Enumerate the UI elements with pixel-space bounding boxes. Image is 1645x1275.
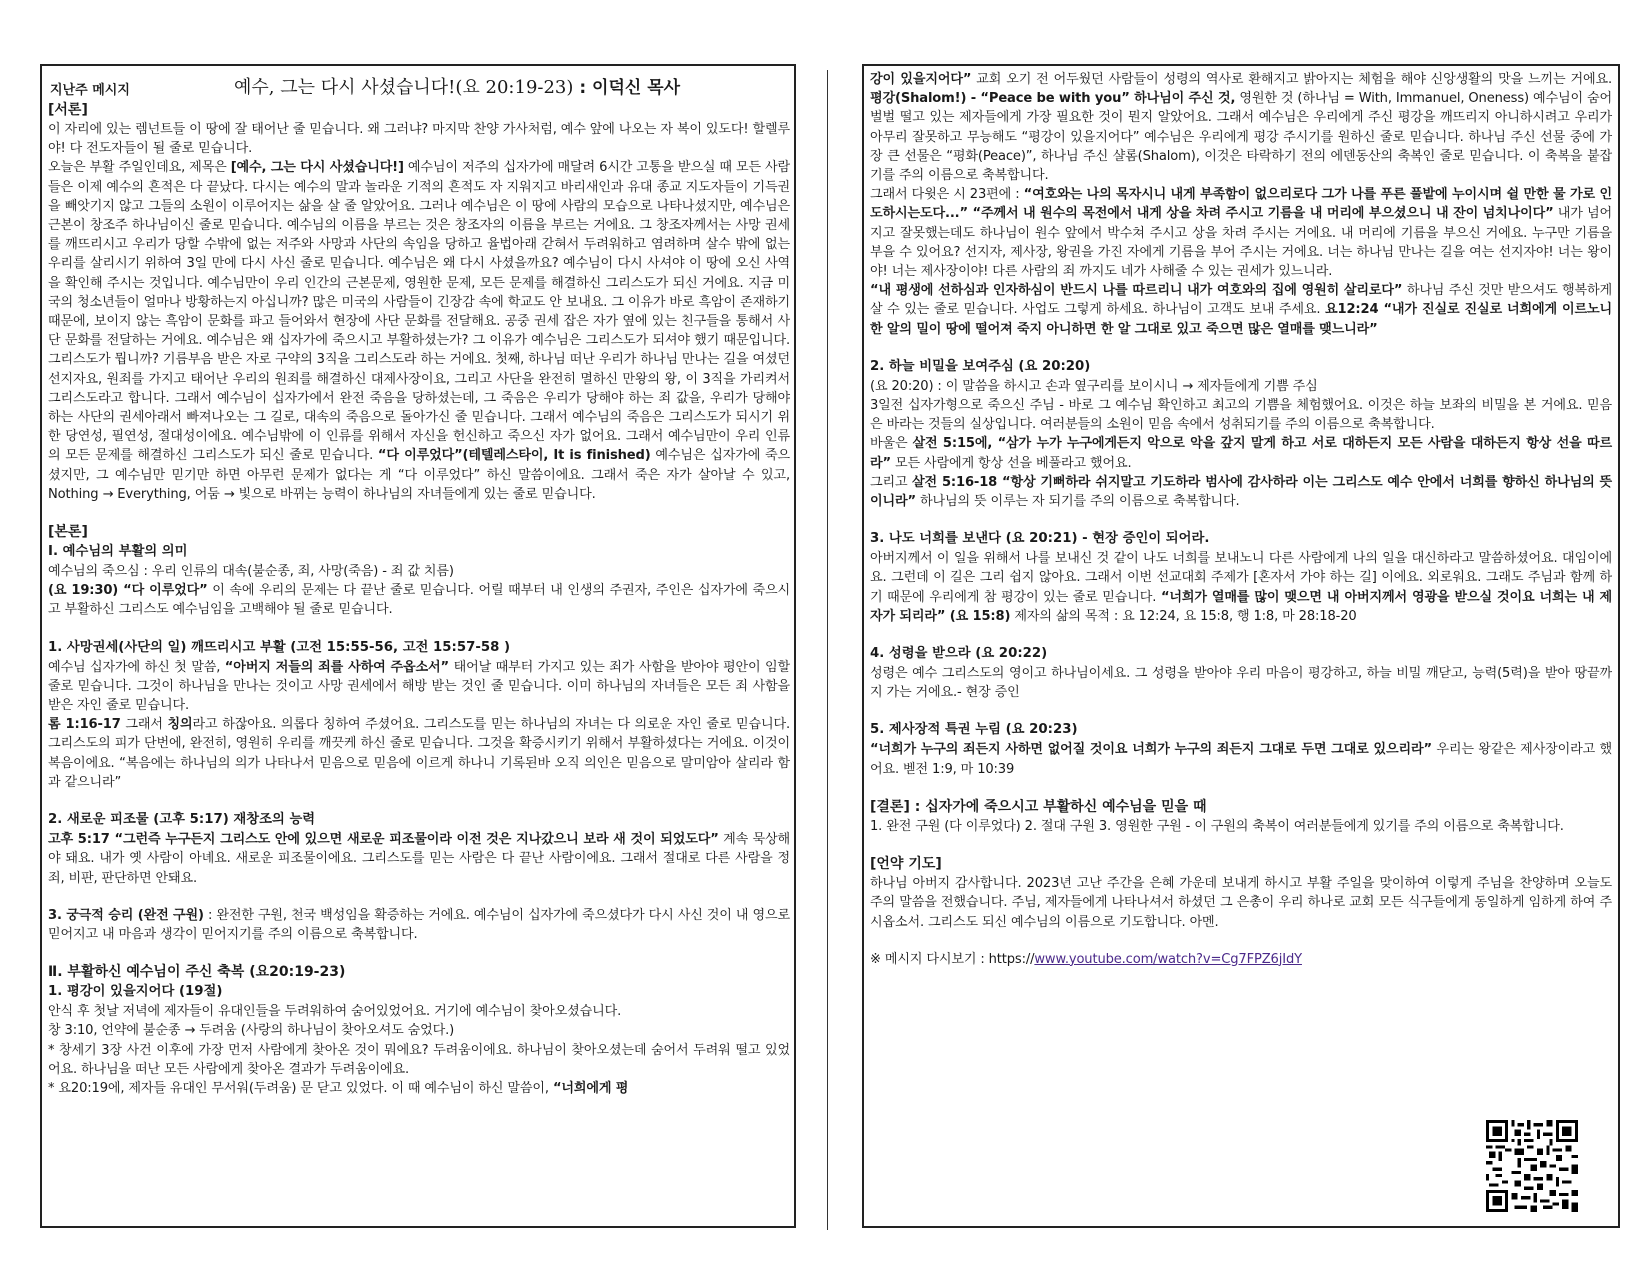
section-3-title: 3. 나도 너희를 보낸다 (요 20:21) - 현장 증인이 되어라. xyxy=(870,531,1210,547)
psalm-23-ending: “내 평생에 선하심과 인자하심이 반드시 나를 따르리니 내가 여호와의 집에 영원히 살리로다” 하나님 주신 것만 받으셔도 행복하게 살 수 있는 줄로 믿습니다. 사업도 그렇게 하세요. 하나님이 고객도 보내 주세요. 요12:24 “내가 진실로 진실로 너희에게 이르노니 한 알의 밀이 땅에 떨어져 죽지 아니하면 한 알 그대로 있고 죽으면 많은 열매를 맺느니라” xyxy=(870,283,1612,337)
prayer-title: [언약 기도] xyxy=(870,856,942,873)
message-header xyxy=(48,72,790,100)
column-divider xyxy=(827,70,828,1230)
part1-section-3-text: 3. 궁극적 승리 (완전 구원) : 완전한 구원, 천국 백성임을 확증하는 거에요. 예수님이 십자가에 죽으셨다가 다시 사신 것이 내 영으로 믿어지고 내 마음과 생각이 믿어지기를 주의 이름으로 축복합니다. xyxy=(48,907,790,942)
intro-heading: [서론] xyxy=(48,102,88,118)
conclusion-title: [결론] : 십자가에 죽으시고 부활하신 예수님을 믿을 때 xyxy=(870,798,1207,815)
replay-line xyxy=(870,950,1612,969)
part1-section-2-text: 고후 5:17 “그런즉 누구든지 그리스도 안에 있으면 새로운 피조물이라 이전 것은 지나갔으니 보라 새 것이 되었도다” 계속 묵상해야 돼요. 내가 옛 사람이 아녜요. 새로운 피조물이에요. 그리스도를 믿는 사람은 다 끝난 사람이에요. 그래서 절대로 다른 사람을 정죄, 비판, 판단하면 안돼요. xyxy=(48,832,790,886)
part1-section-1-romans: 롬 1:16-17 그래서 칭의라고 하잖아요. 의롭다 칭하여 주셨어요. 그리스도를 믿는 하나님의 자녀는 다 의로운 자인 줄로 믿습니다. 그리스도의 피가 단번에, 완전히, 영원히 우리를 깨끗케 하신 줄로 믿습니다. 그것을 확증시키기 위해서 부활하셨다는 거에요. 이것이 복음이에요. “복음에는 하나님의 의가 나타나서 믿음으로 믿음에 이르게 하나니 기록된바 오직 의인은 믿음으로 말미암아 살리라 함과 같으니라” xyxy=(48,717,790,790)
part2-title: Ⅱ. 부활하신 예수님이 주신 축복 (요20:19-23) xyxy=(48,964,346,981)
part1-line-1: 예수님의 죽으심 : 우리 인류의 대속(불순종, 죄, 사망(죽음) - 죄 값 치름) xyxy=(48,564,454,580)
sermon-title: 예수, 그는 다시 사셨습니다!(요 20:19-23) : 이덕신 목사 xyxy=(234,77,681,98)
section-5-text: “너희가 누구의 죄든지 사하면 없어질 것이요 너희가 누구의 죄든지 그대로 두면 그대로 있으리라” 우리는 왕같은 제사장이라고 했어요. 벧전 1:9, 마 10:39 xyxy=(870,742,1613,777)
part1-title: Ⅰ. 예수님의 부활의 의미 xyxy=(48,544,188,560)
part2-line-3: * 창세기 3장 사건 이후에 가장 먼저 사람에게 찾아온 것이 뭐에요? 두려움이에요. 하나님이 찾아오셨는데 숨어서 두려워 떨고 있었어요. 하나님을 떠난 모든 사람에게 찾아온 결과가 두려움이에요. xyxy=(48,1042,790,1077)
section-2-line-3: 바울은 살전 5:15에, “삼가 누가 누구에게든지 악으로 악을 갚지 말게 하고 서로 대하든지 모든 사람을 대하든지 항상 선을 따르라” 모든 사람에게 항상 선을 베풀라고 했어요. xyxy=(870,436,1612,471)
intro-paragraph-1: 이 자리에 있는 렘넌트들 이 땅에 잘 태어난 줄 믿습니다. 왜 그러냐? 마지막 찬양 가사처럼, 예수 앞에 나오는 자 복이 있도다! 할렐루야! 다 전도자들이 될 줄로 믿습니다. xyxy=(48,122,790,157)
part1-line-2: (요 19:30) “다 이루었다” 이 속에 우리의 문제는 다 끝난 줄로 믿습니다. 어릴 때부터 내 인생의 주권자, 주인은 십자가에 죽으시고 부활하신 그리스도 예수님임을 고백해야 될 줄로 믿습니다. xyxy=(48,583,790,618)
left-column xyxy=(40,64,796,1228)
intro-paragraph-2: 오늘은 부활 주일인데요, 제목은 [예수, 그는 다시 사셨습니다!] 예수님이 저주의 십자가에 매달려 6시간 고통을 받으실 때 모든 사람들은 이제 예수의 흔적은 다 끝났다. 다시는 예수의 말과 놀라운 기적의 흔적도 자 지워지고 바리새인과 유대 종교 지도자들이 기득권을 빼앗기지 않고 그들의 소원이 이루어지는 삶을 살 줄 알았어요. 그러나 예수님은 이 땅에 사람의 모습으로 나타나셨지만, 예수님은 근본이 창조주 하나님이신 줄로 믿습니다. 예수님의 이름을 부르는 것은 창조자의 이름을 부르는 거에요. 그 창조자께서는 사망 권세를 깨뜨리시고 우리가 당할 수밖에 없는 저주와 사망과 사단의 속임을 당하고 율법아래 갇혀서 두려워하고 염려하며 살수 밖에 없는 우리를 살리시기 위하여 3일 만에 다시 사신 줄로 믿습니다. 예수님은 왜 다시 사셨을까요? 예수님이 다시 사셔야 이 땅에 오신 사역을 확인해 주시는 것입니다. 예수님만이 우리 인간의 근본문제, 영원한 문제, 모든 문제를 해결하신 그리스도가 되신 거에요. 지금 미국의 청소년들이 얼마나 방황하는지 아십니까? 많은 미국의 사람들이 긴장감 속에 학교도 안 보내요. 그 이유가 바로 흑암이 존재하기 때문에, 보이지 않는 흑암이 문화를 파고 들어와서 현장에 사단 문화를 전달해요. 공중 권세 잡은 자가 옆에 있는 친구들을 통해서 사단 문화를 전달하는 거에요. 예수님은 왜 십자가에 죽으시고 부활하셨는가? 그 이유가 예수님은 그리스도가 되셔야 했기 때문입니다. 그리스도가 뭡니까? 기름부음 받은 자로 구약의 3직을 그리스도라 하는 거에요. 첫째, 하나님 떠난 우리가 하나님 만나는 길을 여셨던 선지자요, 원죄를 가지고 태어난 우리의 원죄를 해결하신 대제사장이요, 그리고 사단을 완전히 멸하신 만왕의 왕, 이 3직을 가리켜서 그리스도라고 합니다. 그래서 예수님이 십자가에서 완전 죽음을 당하셨는데, 그 죽음은 우리가 당해야 하는 죄 값을, 우리가 당해야 하는 사단의 권세아래서 빠져나오는 그 길로, 대속의 죽음으로 돌아가신 줄 믿습니다. 그래서 예수님의 죽음은 그리스도가 되시기 위한 당연성, 필연성, 절대성이에요. 예수님밖에 이 인류를 위해서 자신을 헌신하고 죽으신 자가 없어요. 그래서 예수님만이 우리 인류의 모든 문제를 해결하신 그리스도가 되신 줄로 믿습니다. “다 이루었다”(테텔레스타이, It is finished) 예수님은 십자가에 죽으셨지만, 그 예수님만 믿기만 하면 아무런 문제가 없다는 게 “다 이루었다” 하신 말씀이에요. 그래서 죽은 자가 살아날 수 있고, Nothing → Everything, 어둠 → 빛으로 바뀌는 능력이 하나님의 자녀들에게 있는 줄로 믿습니다. xyxy=(48,160,790,502)
conclusion-text: 1. 완전 구원 (다 이루었다) 2. 절대 구원 3. 영원한 구원 - 이 구원의 축복이 여러분들에게 있기를 주의 이름으로 축복합니다. xyxy=(870,818,1564,834)
part1-section-2-title: 2. 새로운 피조물 (고후 5:17) 재창조의 능력 xyxy=(48,812,316,828)
right-column xyxy=(862,64,1620,1228)
part2-line-4: * 요20:19에, 제자들 유대인 무서워(두려움) 문 닫고 있었다. 이 때 예수님이 하신 말씀이, “너희에게 평 xyxy=(48,1080,629,1096)
section-2-line-4: 그리고 살전 5:16-18 “항상 기뻐하라 쉬지말고 기도하라 범사에 감사하라 이는 그리스도 예수 안에서 너희를 향하신 하나님의 뜻이니라” 하나님의 뜻 이루는 자 되기를 주의 이름으로 축복합니다. xyxy=(870,474,1612,510)
section-2-line-2: 3일전 십자가형으로 죽으신 주님 - 바로 그 예수님 확인하고 최고의 기쁨을 체험했어요. 이것은 하늘 보좌의 비밀을 본 거에요. 믿음은 바라는 것들의 실상입니다. 여러분들의 소원이 믿음 속에서 성취되기를 주의 이름으로 축복합니다. xyxy=(870,398,1612,433)
prayer-text: 하나님 아버지 감사합니다. 2023년 고난 주간을 은혜 가운데 보내게 하시고 부활 주일을 맞이하여 이렇게 주님을 찬양하며 오늘도 주의 말씀을 전했습니다. 주님, 제자들에게 나타나셔서 하셨던 그 은총이 우리 하나로 교회 모든 식구들에게 동일하게 임하게 하여 주시옵소서. 그리스도 되신 예수님의 이름으로 기도합니다. 아멘. xyxy=(870,876,1612,930)
body-heading: [본론] xyxy=(48,524,88,541)
part2-section-1-title: 1. 평강이 있을지어다 (19절) xyxy=(48,984,223,1000)
qr-code-icon xyxy=(1486,1120,1578,1212)
youtube-link[interactable]: www.youtube.com/watch?v=Cg7FPZ6jIdY xyxy=(1034,951,1302,967)
psalm-23-paragraph: 그래서 다윗은 시 23편에 : “여호와는 나의 목자시니 내게 부족함이 없으리로다 그가 나를 푸른 풀밭에 누이시며 쉴 만한 물 가로 인도하시는도다...” “주께서 내 원수의 목전에서 내게 상을 차려 주시고 기름을 내 머리에 부으셨으니 내 잔이 넘치나이다” 내가 넘어지고 잘못했는데도 하나님이 원수 앞에서 박수쳐 주시고 상을 차려 주시는 거에요. 내 머리에 기름을 부으신 거에요. 누구만 기름을 부을 수 있어요? 선지자, 제사장, 왕권을 가진 자에게 기름을 부어 주시는 거에요. 너는 하나님 만나는 길을 여는 선지자야! 너는 왕이야! 너는 제사장이야! 다른 사람의 죄 까지도 네가 사해줄 수 있는 권세가 있느니라. xyxy=(870,187,1612,280)
replay-label: ※ 메시지 다시보기 : https:// xyxy=(870,951,1035,967)
peace-continued: 강이 있을지어다” 교회 오기 전 어두웠던 사람들이 성령의 역사로 환해지고 밝아지는 체험을 해야 신앙생활의 맛을 느끼는 거에요. 평강(Shalom!) - “Peace be with you” 하나님이 주신 것, 영원한 것 (하나님 = With, Immanuel, Oneness) 예수님이 숨어 벌벌 떨고 있는 제자들에게 가장 필요한 것이 뭔지 알았어요. 그래서 예수님은 우리에게 주신 평강을 깨뜨리지 아니하시려고 우리가 아무리 잘못하고 무능해도 “평강이 있을지어다” 예수님은 우리에게 평강 주시기를 원하신 줄로 믿습니다. 하나님 주신 선물 중에 가장 큰 선물은 “평화(Peace)”, 하나님 주신 샬롬(Shalom), 이것은 타락하기 전의 에덴동산의 축복인 줄로 믿습니다. 이 축복을 붙잡기를 주의 이름으로 축복합니다. xyxy=(870,72,1612,184)
header-label: 지난주 메시지 xyxy=(50,83,130,98)
part2-line-2: 창 3:10, 언약에 불순종 → 두려움 (사랑의 하나님이 찾아오셔도 숨었다.) xyxy=(48,1023,455,1039)
section-2-title: 2. 하늘 비밀을 보여주심 (요 20:20) xyxy=(870,358,1091,374)
part1-section-1-text: 예수님 십자가에 하신 첫 말씀, “아버지 저들의 죄를 사하여 주옵소서” 태어날 때부터 가지고 있는 죄가 사함을 받아야 평안이 임할 줄로 믿습니다. 그것이 하나님을 만나는 것이고 사망 권세에서 해방 받는 것인 줄 믿습니다. 이미 하나님의 자녀들은 모든 죄 사함을 받은 자인 줄로 믿습니다. xyxy=(48,659,791,714)
part1-section-1-title: 1. 사망권세(사단의 일) 깨뜨리시고 부활 (고전 15:55-56, 고전 15:57-58 ) xyxy=(48,639,511,655)
section-4-title: 4. 성령을 받으라 (요 20:22) xyxy=(870,646,1048,662)
section-3-text: 아버지께서 이 일을 위해서 나를 보내신 것 같이 나도 너희를 보내노니 다른 사람에게 나의 일을 대신하라고 말씀하셨어요. 대임이에요. 그런데 이 길은 그리 쉽지 않아요. 그래서 이번 선교대회 주제가 [혼자서 가야 하는 길] 이에요. 외로워요. 그래도 주님과 함께 하기 때문에 우리에게 참 평강이 있는 줄로 믿습니다. “너희가 열매를 많이 맺으면 내 아버지께서 영광을 받으실 것이요 너희는 내 제자가 되리라” (요 15:8) 제자의 삶의 목적 : 요 12:24, 요 15:8, 행 1:8, 마 28:18-20 xyxy=(870,551,1612,624)
part2-line-1: 안식 후 첫날 저녁에 제자들이 유대인들을 두려워하여 숨어있었어요. 거기에 예수님이 찾아오셨습니다. xyxy=(48,1004,622,1020)
section-5-title: 5. 제사장적 특권 누림 (요 20:23) xyxy=(870,722,1078,738)
sermon-author: : 이덕신 목사 xyxy=(573,78,681,98)
section-4-text: 성령은 예수 그리스도의 영이고 하나님이세요. 그 성령을 받아야 우리 마음이 평강하고, 하늘 비밀 깨닫고, 능력(5력)을 받아 땅끝까지 가는 거에요.- 현장 증인 xyxy=(870,666,1612,701)
section-2-line-1: (요 20:20) : 이 말씀을 하시고 손과 옆구리를 보이시니 → 제자들에게 기쁨 주심 xyxy=(870,378,1318,394)
